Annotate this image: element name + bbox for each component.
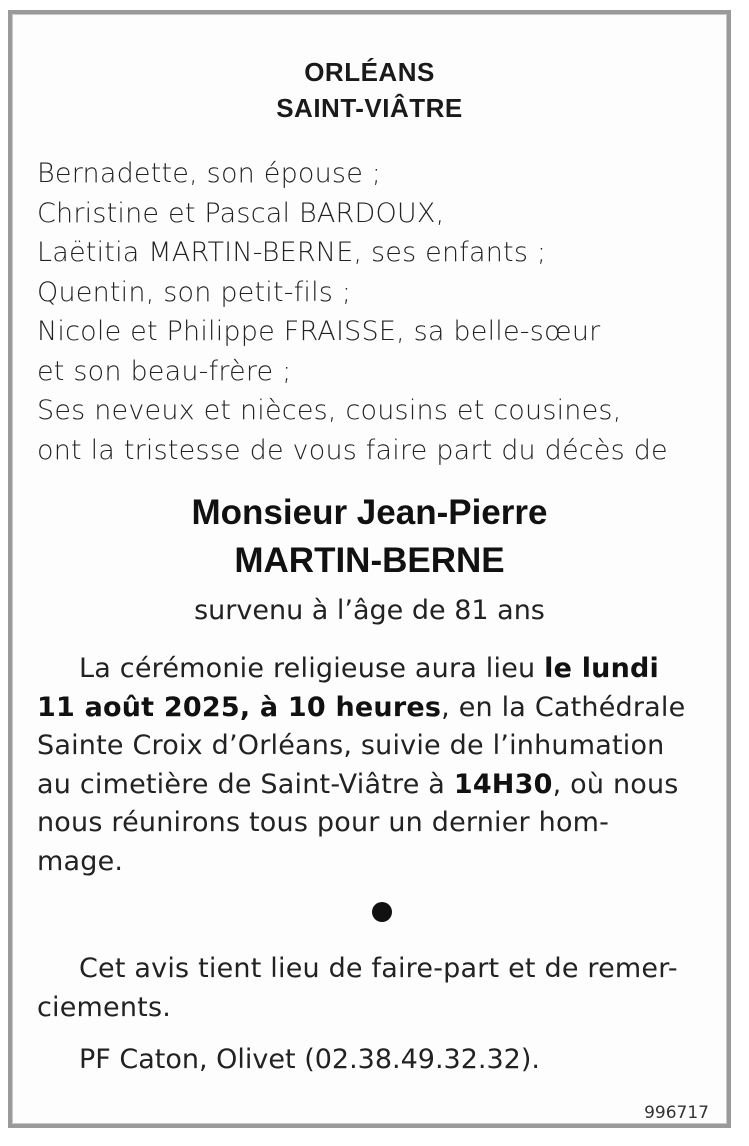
- funeral-home: PF Caton, Olivet (02.38.49.32.32).: [79, 1044, 540, 1075]
- burial-time-bold: 14H30: [453, 768, 553, 800]
- ceremony-date-bold: le lundi: [544, 653, 659, 684]
- closing-paragraph: [37, 950, 717, 1027]
- ceremony-text: , où nous: [552, 768, 679, 800]
- family-line: Nicole et Philippe FRAISSE, sa belle-sœur: [37, 316, 601, 347]
- family-line: Bernadette, son épouse ;: [37, 158, 382, 189]
- family-list: [37, 154, 727, 470]
- ceremony-line: [37, 766, 717, 805]
- closing-line: ciements.: [37, 991, 172, 1023]
- deceased-name-line2: MARTIN-BERNE: [234, 541, 505, 580]
- ceremony-line: nous réunirons tous pour un dernier hom-: [37, 807, 610, 838]
- ceremony-line: [37, 650, 717, 689]
- notice-city: ORLÉANS: [304, 57, 435, 87]
- family-line: Laëtitia MARTIN-BERNE, ses enfants ;: [37, 237, 547, 268]
- ceremony-line: mage.: [37, 845, 124, 877]
- obituary-notice: [8, 10, 731, 1128]
- family-line: Ses neveux et nièces, cousins et cousines,: [37, 395, 622, 426]
- ceremony-text: La cérémonie religieuse aura lieu: [79, 653, 545, 684]
- ceremony-text: au cimetière de Saint-Viâtre à: [37, 768, 454, 800]
- separator-bullet: [372, 902, 392, 922]
- ceremony-paragraph: [37, 650, 717, 881]
- family-line: et son beau-frère ;: [37, 355, 292, 387]
- ceremony-text: , en la Cathédrale: [441, 691, 686, 723]
- deceased-age: survenu à l’âge de 81 ans: [194, 595, 545, 626]
- family-line: Christine et Pascal BARDOUX,: [37, 197, 445, 229]
- deceased-name-line1: Monsieur Jean-Pierre: [191, 493, 548, 532]
- ceremony-line: Sainte Croix d’Orléans, suivie de l’inhumation: [37, 730, 665, 761]
- notice-parish: SAINT-VIÂTRE: [276, 93, 463, 123]
- ceremony-date-bold: 11 août 2025, à 10 heures: [37, 691, 442, 723]
- reference-number: 996717: [644, 1103, 709, 1123]
- closing-line: Cet avis tient lieu de faire-part et de remer-: [79, 953, 678, 984]
- family-line: Quentin, son petit-fils ;: [37, 276, 352, 308]
- family-line: ont la tristesse de vous faire part du décès de: [37, 434, 668, 466]
- ceremony-line: [37, 689, 717, 728]
